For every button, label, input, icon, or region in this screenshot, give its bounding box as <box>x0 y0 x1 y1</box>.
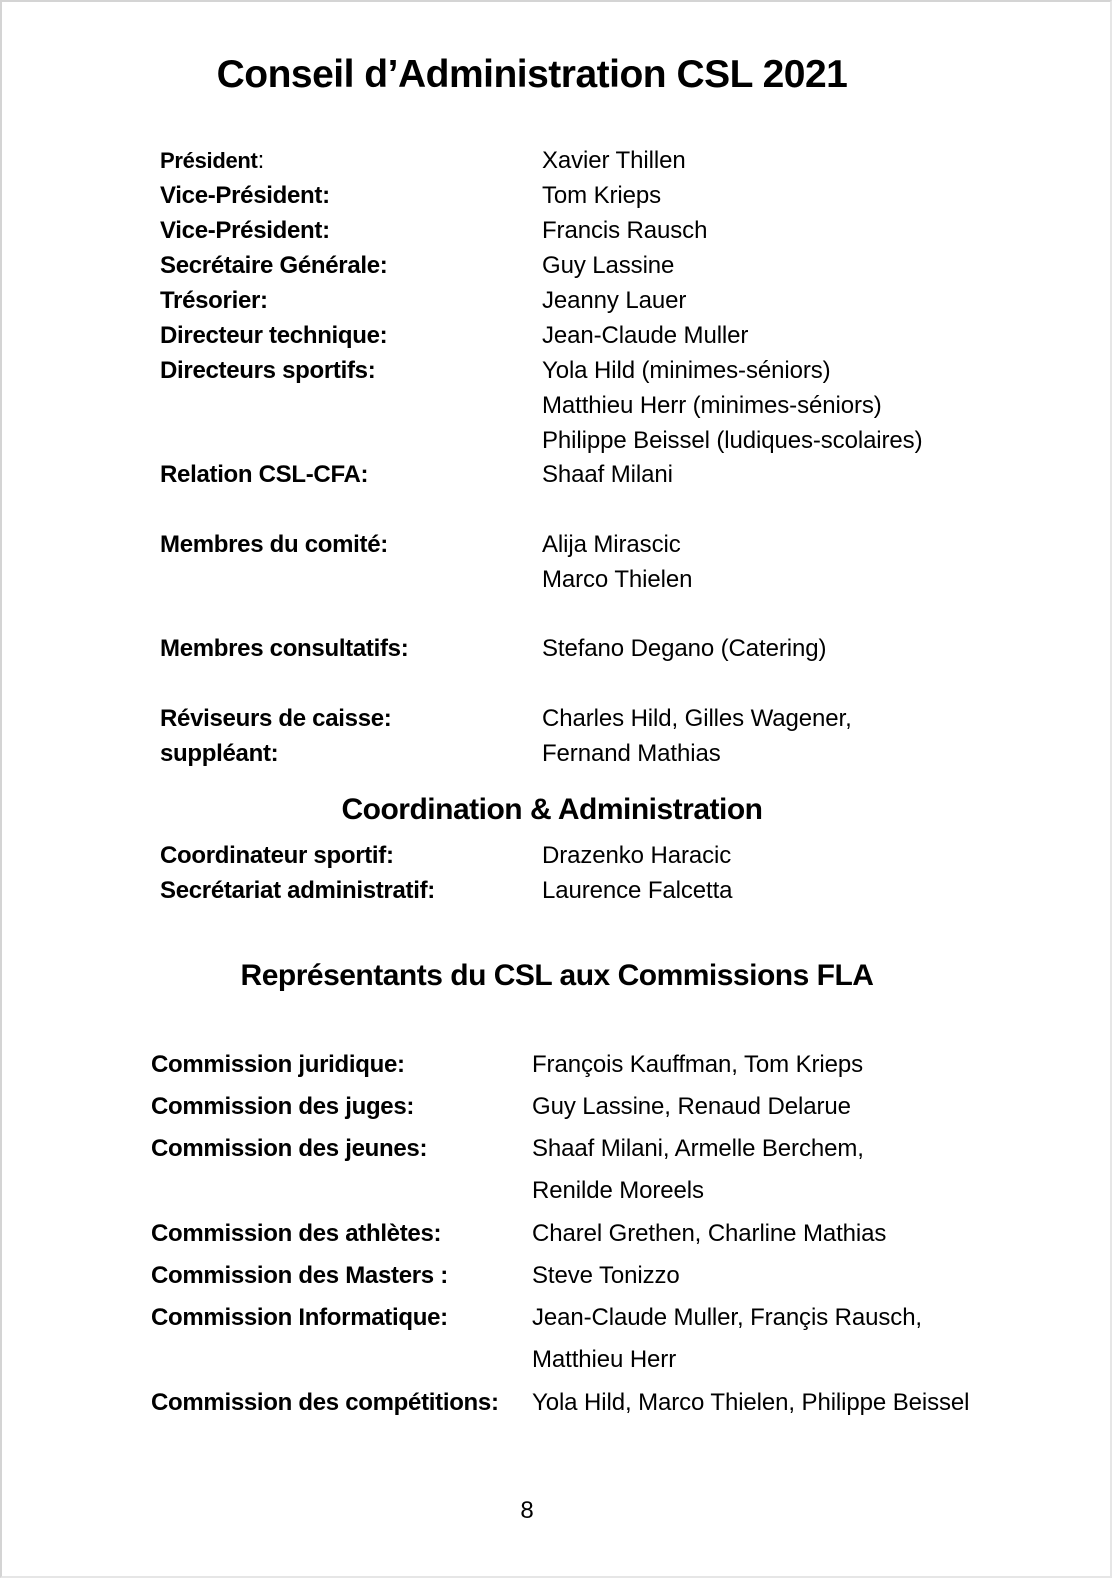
representatives: François Kauffman, Tom Krieps <box>532 1051 864 1078</box>
member-name: Jean-Claude Muller <box>542 322 749 349</box>
member-name: Guy Lassine <box>542 252 675 279</box>
commission-label: Commission juridique: <box>151 1051 405 1078</box>
member-name: Drazenko Haracic <box>542 842 732 869</box>
representatives: Charel Grethen, Charline Mathias <box>532 1220 887 1247</box>
commission-label: Commission Informatique: <box>151 1304 448 1331</box>
section-heading-coordination: Coordination & Administration <box>341 793 763 826</box>
section-heading-commissions: Représentants du CSL aux Commissions FLA <box>240 959 874 992</box>
commission-label: Commission des jeunes: <box>151 1135 428 1162</box>
member-name: Stefano Degano (Catering) <box>542 635 827 662</box>
role-label: Secrétariat administratif: <box>160 877 435 904</box>
commission-label: Commission des athlètes: <box>151 1220 442 1247</box>
member-name: Marco Thielen <box>542 566 693 593</box>
page-title: Conseil d’Administration CSL 2021 <box>216 53 848 96</box>
role-label: Directeur technique: <box>160 322 388 349</box>
representatives: Guy Lassine, Renaud Delarue <box>532 1093 851 1120</box>
representatives: Steve Tonizzo <box>532 1262 680 1289</box>
role-label: Trésorier: <box>160 287 268 314</box>
representatives: Yola Hild, Marco Thielen, Philippe Beissel <box>532 1389 970 1416</box>
member-name: Shaaf Milani <box>542 461 673 488</box>
member-name: Alija Mirascic <box>542 531 681 558</box>
commission-label: Commission des juges: <box>151 1093 415 1120</box>
representatives: Matthieu Herr <box>532 1346 677 1373</box>
commission-label: Commission des Masters : <box>151 1262 448 1289</box>
role-label: Membres du comité: <box>160 531 388 558</box>
member-name: Matthieu Herr (minimes-séniors) <box>542 392 882 419</box>
role-label: Président: <box>160 147 264 174</box>
member-name: Jeanny Lauer <box>542 287 687 314</box>
member-name: Charles Hild, Gilles Wagener, <box>542 705 852 732</box>
role-label: Vice-Président: <box>160 182 330 209</box>
member-name: Fernand Mathias <box>542 740 721 767</box>
member-name: Philippe Beissel (ludiques-scolaires) <box>542 427 923 454</box>
role-label: Secrétaire Générale: <box>160 252 388 279</box>
role-label: Vice-Président: <box>160 217 330 244</box>
role-label: Relation CSL-CFA: <box>160 461 369 488</box>
representatives: Shaaf Milani, Armelle Berchem, <box>532 1135 864 1162</box>
page-number: 8 <box>520 1497 534 1524</box>
commission-label: Commission des compétitions: <box>151 1389 499 1416</box>
role-label: Réviseurs de caisse: <box>160 705 392 732</box>
member-name: Xavier Thillen <box>542 147 686 174</box>
role-label: Coordinateur sportif: <box>160 842 394 869</box>
representatives: Jean-Claude Muller, Françis Rausch, <box>532 1304 923 1331</box>
member-name: Laurence Falcetta <box>542 877 733 904</box>
role-label: suppléant: <box>160 740 279 767</box>
role-label: Membres consultatifs: <box>160 635 409 662</box>
member-name: Francis Rausch <box>542 217 708 244</box>
role-label: Directeurs sportifs: <box>160 357 376 384</box>
representatives: Renilde Moreels <box>532 1177 704 1204</box>
member-name: Tom Krieps <box>542 182 662 209</box>
member-name: Yola Hild (minimes-séniors) <box>542 357 831 384</box>
